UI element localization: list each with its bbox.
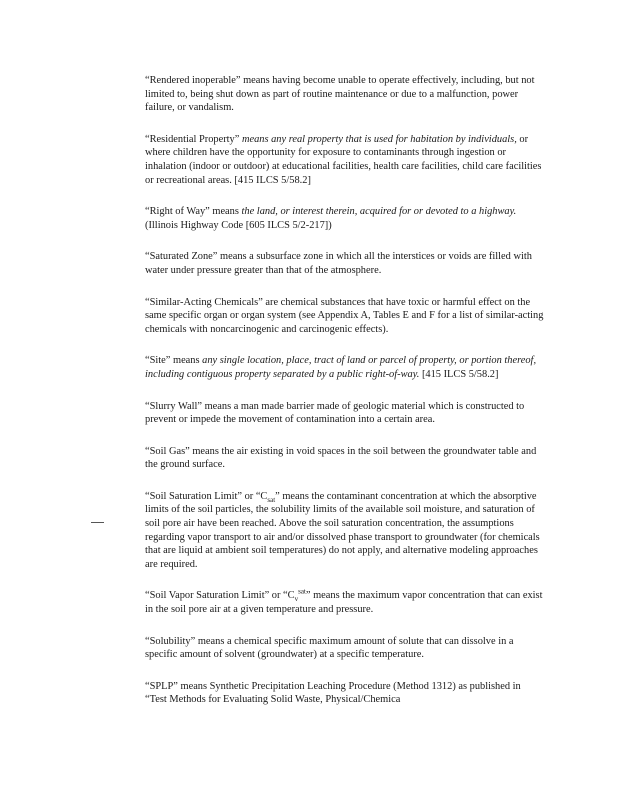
definition-site	[145, 354, 545, 381]
definition-right-of-way	[145, 205, 545, 232]
statutory-italic-text: means any real property that is used for habitation by individuals,	[241, 133, 517, 145]
margin-revision-mark	[91, 522, 104, 523]
superscript-sat: sat	[298, 587, 306, 596]
definition-text: ” means the contaminant concentration at which the absorptive limits of the soil particles, the solubility limits of the available soil moisture, and saturation of soil pore air have been reached. Above the soil saturation concentration, the assumptions regarding vapor transport to air and/or dissolved phase transport to groundwater (for chemicals that are liquid at ambient soil temperatures) do not apply, and alternative modeling approaches are required.	[145, 490, 540, 570]
subscript-sat: sat	[267, 495, 276, 504]
statutory-italic-text: the land, or interest therein, acquired for or devoted to a highway.	[241, 206, 517, 218]
subscript-v: v	[294, 595, 299, 604]
definition-text: “Solubility” means a chemical specific maximum amount of solute that can dissolve in a specific amount of solvent (groundwater) at a specific temperature.	[145, 635, 514, 661]
definition-saturated-zone	[145, 250, 545, 277]
definition-text: “Rendered inoperable” means having become unable to operate effectively, including, but not limited to, being shut down as part of routine maintenance or due to a malfunction, power failure, or vandalism.	[145, 75, 535, 114]
definition-text: or where children have the opportunity for exposure to contaminants through ingestion or inhalation (indoor or outdoor) at educational facilities, health care facilities, child care facilities or recreational areas. [415 ILCS 5/58.2]	[145, 133, 542, 186]
definition-citation: (Illinois Highway Code [605 ILCS 5/2-217])	[145, 219, 332, 231]
definition-soil-gas	[145, 445, 545, 472]
definition-text: “Saturated Zone” means a subsurface zone in which all the interstices or voids are filled with water under pressure greater than that of the atmosphere.	[145, 251, 532, 276]
definition-text: “Soil Gas” means the air existing in void spaces in the soil between the groundwater table and the ground surface.	[145, 445, 537, 471]
definition-citation: [415 ILCS 5/58.2]	[419, 368, 499, 380]
definition-splp	[145, 680, 545, 707]
definition-text: “Slurry Wall” means a man made barrier made of geologic material which is constructed to prevent or impede the movement of contamination into a certain area.	[145, 400, 525, 426]
definition-term: “Right of Way” means	[145, 206, 242, 218]
definition-rendered-inoperable	[145, 74, 545, 115]
definition-text: “Similar-Acting Chemicals” are chemical substances that have toxic or harmful effect on the same specific organ or organ system (see Appendix A, Tables E and F for a list of similar-acting chemicals with noncarcinogenic and carcinogenic effects).	[145, 296, 544, 335]
definition-solubility	[145, 635, 545, 662]
statutory-italic-text: any single location, place, tract of land or parcel of property, or portion thereof, including contiguous property separated by a public right-of-way.	[145, 355, 537, 380]
definition-term: “Residential Property”	[145, 133, 242, 145]
definition-similar-acting-chemicals	[145, 296, 545, 337]
definition-term: “Soil Vapor Saturation Limit” or “C	[145, 590, 295, 602]
definitions-section	[145, 74, 545, 725]
definition-soil-vapor-saturation-limit	[145, 589, 545, 616]
definition-text: ” means the maximum vapor concentration that can exist in the soil pore air at a given temperature and pressure.	[145, 590, 543, 616]
definition-term: “Soil Saturation Limit” or “C	[145, 490, 268, 502]
definition-text: “SPLP” means Synthetic Precipitation Leaching Procedure (Method 1312) as published in “Test Methods for Evaluating Solid Waste, Physical/Chemica	[145, 680, 521, 706]
definition-slurry-wall	[145, 400, 545, 427]
definition-residential-property	[145, 133, 545, 187]
definition-term: “Site” means	[145, 355, 203, 367]
definition-soil-saturation-limit	[145, 490, 545, 572]
